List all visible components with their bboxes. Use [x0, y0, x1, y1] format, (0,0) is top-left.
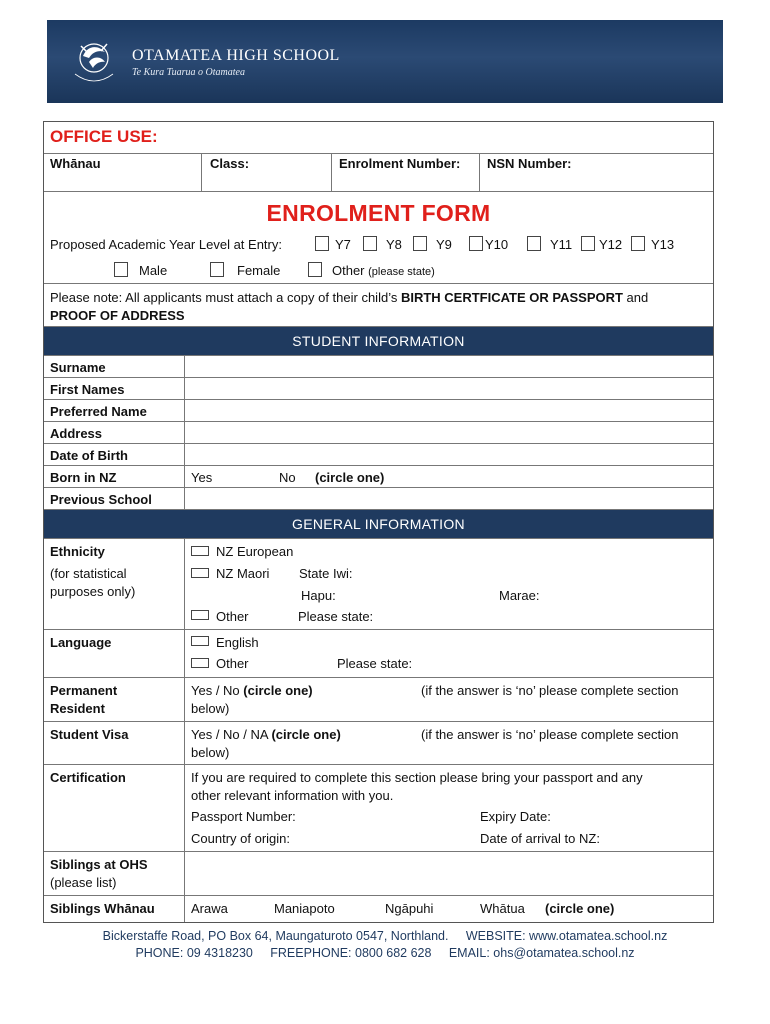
- previous-school-label: Previous School: [50, 492, 152, 507]
- language-label: Language: [50, 635, 112, 650]
- student-visa-note-2: below): [191, 745, 230, 760]
- footer-contact-line: [0, 946, 770, 960]
- school-motto: Te Kura Tuarua o Otamatea: [132, 67, 245, 78]
- certification-label: Certification: [50, 770, 126, 785]
- footer-phone: PHONE: 09 4318230: [135, 946, 253, 960]
- ethnicity-note-2: purposes only): [50, 584, 136, 599]
- language-options: [184, 630, 713, 677]
- passport-number-label[interactable]: Passport Number:: [191, 809, 296, 824]
- country-of-origin-label[interactable]: Country of origin:: [191, 831, 290, 846]
- permanent-resident-note-2: below): [191, 701, 230, 716]
- y12-label: Y12: [599, 237, 623, 252]
- y7-label: Y7: [335, 237, 351, 252]
- born-yes-option[interactable]: Yes: [191, 470, 213, 485]
- siblings-whanau-options: [184, 896, 713, 922]
- permanent-resident-choice: Yes / No (circle one): [191, 683, 313, 698]
- first-names-label: First Names: [50, 382, 125, 397]
- footer-email[interactable]: EMAIL: ohs@otamatea.school.nz: [448, 946, 635, 960]
- surname-input[interactable]: [184, 356, 713, 377]
- certification-text-2: other relevant information with you.: [191, 788, 394, 803]
- ethnicity-row: [44, 539, 713, 630]
- date-of-birth-row: [44, 444, 713, 466]
- year-level-label: Proposed Academic Year Level at Entry:: [50, 237, 282, 252]
- born-no-option[interactable]: No: [279, 470, 296, 485]
- previous-school-input[interactable]: [184, 488, 713, 509]
- address-label: Address: [50, 426, 103, 441]
- female-checkbox[interactable]: [210, 262, 224, 277]
- student-visa-note: (if the answer is ‘no’ please complete section: [421, 727, 679, 742]
- y7-checkbox[interactable]: [315, 236, 329, 251]
- siblings-whanau-row: [44, 896, 713, 922]
- footer-address-line: [0, 929, 770, 943]
- office-use-fields: [44, 153, 713, 191]
- siblings-input[interactable]: [184, 852, 713, 895]
- siblings-row: [44, 852, 713, 896]
- student-information-heading: STUDENT INFORMATION: [44, 327, 713, 356]
- school-name: OTAMATEA HIGH SCHOOL: [132, 47, 340, 64]
- address-input[interactable]: [184, 422, 713, 443]
- date-of-birth-label: Date of Birth: [50, 448, 128, 463]
- whanau-label: Whānau: [50, 156, 101, 171]
- ethnicity-label: Ethnicity: [50, 544, 105, 559]
- y9-label: Y9: [436, 237, 452, 252]
- surname-row: [44, 356, 713, 378]
- whanau-field[interactable]: [44, 153, 201, 191]
- expiry-date-label[interactable]: Expiry Date:: [480, 809, 551, 824]
- permanent-resident-label-2: Resident: [50, 701, 105, 716]
- student-visa-row: [44, 722, 713, 765]
- preferred-name-input[interactable]: [184, 400, 713, 421]
- y13-checkbox[interactable]: [631, 236, 645, 251]
- class-label: Class:: [210, 156, 250, 171]
- first-names-row: [44, 378, 713, 400]
- born-in-nz-options: [184, 466, 713, 487]
- other-ethnicity-label: Other: [216, 609, 249, 624]
- y12-checkbox[interactable]: [581, 236, 595, 251]
- preferred-name-label: Preferred Name: [50, 404, 147, 419]
- document-note-line2: PROOF OF ADDRESS: [50, 308, 185, 323]
- other-language-label: Other: [216, 656, 249, 671]
- preferred-name-row: [44, 400, 713, 422]
- ethnicity-please-state: Please state:: [298, 609, 374, 624]
- ethnicity-note: (for statistical: [50, 566, 127, 581]
- y10-checkbox[interactable]: [469, 236, 483, 251]
- document-note-section: [44, 284, 713, 327]
- language-please-state: Please state:: [337, 656, 413, 671]
- y8-label: Y8: [386, 237, 402, 252]
- permanent-resident-row: [44, 678, 713, 722]
- born-circle-one: (circle one): [315, 470, 385, 485]
- language-row: [44, 630, 713, 678]
- marae-label: Marae:: [499, 588, 540, 603]
- male-checkbox[interactable]: [114, 262, 128, 277]
- y13-label: Y13: [651, 237, 675, 252]
- form-title: ENROLMENT FORM: [266, 200, 491, 226]
- office-use-title: OFFICE USE:: [50, 127, 158, 146]
- siblings-whanau-label: Siblings Whānau: [50, 901, 155, 916]
- y11-label: Y11: [550, 237, 573, 252]
- student-visa-label: Student Visa: [50, 727, 129, 742]
- permanent-resident-options[interactable]: [184, 678, 713, 721]
- whanau-ngapuhi[interactable]: Ngāpuhi: [385, 901, 434, 916]
- school-crest-logo: [67, 34, 122, 89]
- other-language-checkbox[interactable]: [191, 658, 209, 668]
- certification-row: [44, 765, 713, 852]
- nsn-number-label: NSN Number:: [487, 156, 572, 171]
- hapu-label: Hapu:: [301, 588, 336, 603]
- certification-text: If you are required to complete this section please bring your passport and any: [191, 770, 643, 785]
- whanau-maniapoto[interactable]: Maniapoto: [274, 901, 335, 916]
- nsn-number-field[interactable]: [479, 153, 713, 191]
- english-checkbox[interactable]: [191, 636, 209, 646]
- ethnicity-options: [184, 539, 713, 629]
- permanent-resident-label: Permanent: [50, 683, 118, 698]
- siblings-note: (please list): [50, 875, 117, 890]
- born-in-nz-row: [44, 466, 713, 488]
- school-header-banner: [47, 20, 723, 103]
- class-field[interactable]: [201, 153, 331, 191]
- office-use-section: [44, 122, 713, 192]
- y10-label: Y10: [485, 237, 509, 252]
- whanau-arawa[interactable]: Arawa: [191, 901, 228, 916]
- born-in-nz-label: Born in NZ: [50, 470, 117, 485]
- nz-european-label: NZ European: [216, 544, 294, 559]
- document-note-line1: Please note: All applicants must attach a copy of their child’s BIRTH CERTFICATE OR PASSPORT and: [50, 290, 649, 305]
- student-visa-choice: Yes / No / NA (circle one): [191, 727, 341, 742]
- state-iwi-label: State Iwi:: [299, 566, 353, 581]
- y8-checkbox[interactable]: [363, 236, 377, 251]
- general-information-heading: GENERAL INFORMATION: [44, 510, 713, 539]
- student-visa-options[interactable]: [184, 722, 713, 764]
- footer-address: Bickerstaffe Road, PO Box 64, Maungaturoto 0547, Northland.: [102, 929, 449, 943]
- permanent-resident-note: (if the answer is ‘no’ please complete section: [421, 683, 679, 698]
- other-gender-checkbox[interactable]: [308, 262, 322, 277]
- siblings-label: Siblings at OHS: [50, 857, 148, 872]
- certification-details: [184, 765, 713, 851]
- address-row: [44, 422, 713, 444]
- english-label: English: [216, 635, 259, 650]
- arrival-date-label[interactable]: Date of arrival to NZ:: [480, 831, 600, 846]
- other-gender-label: Other (please state): [332, 263, 435, 278]
- whanau-circle-one: (circle one): [545, 901, 615, 916]
- other-ethnicity-checkbox[interactable]: [191, 610, 209, 620]
- surname-label: Surname: [50, 360, 106, 375]
- enrolment-details-section: [44, 192, 713, 284]
- female-label: Female: [237, 263, 281, 278]
- enrolment-number-label: Enrolment Number:: [339, 156, 461, 171]
- enrolment-form-table: [43, 121, 714, 923]
- y9-checkbox[interactable]: [413, 236, 427, 251]
- nz-european-checkbox[interactable]: [191, 546, 209, 556]
- male-label: Male: [139, 263, 168, 278]
- whanau-whatua[interactable]: Whātua: [480, 901, 525, 916]
- first-names-input[interactable]: [184, 378, 713, 399]
- date-of-birth-input[interactable]: [184, 444, 713, 465]
- nz-maori-checkbox[interactable]: [191, 568, 209, 578]
- footer-freephone: FREEPHONE: 0800 682 628: [270, 946, 432, 960]
- footer-website[interactable]: WEBSITE: www.otamatea.school.nz: [465, 929, 668, 943]
- nz-maori-label: NZ Maori: [216, 566, 270, 581]
- previous-school-row: [44, 488, 713, 510]
- enrolment-number-field[interactable]: [331, 153, 479, 191]
- y11-checkbox[interactable]: [527, 236, 541, 251]
